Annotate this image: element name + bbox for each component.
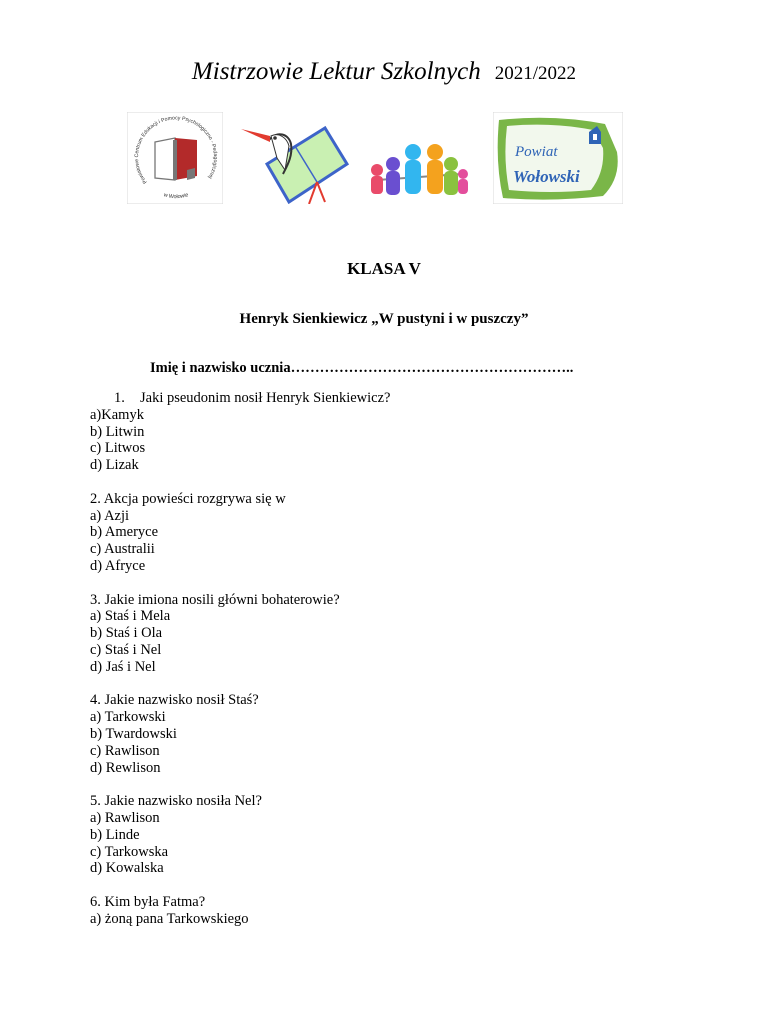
question-text: 4. Jakie nazwisko nosił Staś? (90, 692, 259, 709)
stork-book-logo (237, 112, 349, 204)
powiat-line1: Powiat (515, 144, 558, 160)
question-label: Jaki pseudonim nosił Henryk Sienkiewicz? (140, 390, 391, 406)
question-6 (90, 894, 710, 928)
document-title: Mistrzowie Lektur Szkolnych (191, 58, 481, 85)
answer-option: d) Kowalska (90, 860, 164, 877)
answer-option: b) Litwin (90, 423, 145, 440)
question-4 (90, 692, 710, 776)
question-2 (90, 491, 710, 575)
answer-option: a)Kamyk (90, 406, 144, 423)
answer-option: a) Rawlison (90, 809, 160, 826)
answer-option: a) Staś i Mela (90, 608, 171, 625)
answer-option: d) Afryce (90, 557, 146, 574)
powiat-logo (493, 112, 623, 204)
book-title: Henryk Sienkiewicz „W pustyni i w puszczy” (239, 311, 529, 327)
answer-option: c) Litwos (90, 440, 146, 457)
school-year: 2021/2022 (494, 63, 577, 84)
answer-option: d) Jaś i Nel (90, 658, 156, 675)
logos-row (127, 112, 623, 204)
answer-option: b) Ameryce (90, 524, 159, 541)
class-heading: KLASA V (347, 259, 421, 278)
question-text: 6. Kim była Fatma? (90, 893, 206, 910)
question-3 (90, 592, 710, 676)
document-header (0, 58, 768, 86)
answer-option: c) Rawlison (90, 742, 160, 759)
question-5 (90, 793, 710, 877)
children-logo (363, 112, 473, 204)
question-text: 2. Akcja powieści rozgrywa się w (90, 490, 286, 507)
answer-option: a) Tarkowski (90, 709, 166, 726)
question-text: 5. Jakie nazwisko nosiła Nel? (90, 793, 262, 810)
answer-option: b) Linde (90, 826, 140, 843)
answer-option: b) Twardowski (90, 725, 177, 742)
question-text (90, 390, 710, 407)
answer-option: a) żoną pana Tarkowskiego (90, 910, 249, 927)
answer-option: d) Lizak (90, 457, 139, 474)
question-1 (90, 390, 710, 474)
answer-option: a) Azji (90, 507, 130, 524)
answer-option: c) Australii (90, 541, 155, 558)
answer-option: d) Rewlison (90, 759, 161, 776)
powiat-line2: Wołowski (513, 167, 580, 186)
answer-option: c) Staś i Nel (90, 641, 162, 658)
pcedu-bottom-text: w Wołowie (162, 192, 190, 201)
pcedu-ring-text: Powiatowe Centrum Edukacji i Pomocy Psychologiczno - Pedagogicznej (133, 115, 219, 185)
answer-option: b) Staś i Ola (90, 625, 163, 642)
pcedu-logo (127, 112, 223, 204)
question-number: 1. (114, 390, 125, 406)
quiz-questions (90, 390, 710, 944)
answer-option: c) Tarkowska (90, 843, 169, 860)
question-text: 3. Jakie imiona nosili główni bohaterowie? (90, 591, 340, 608)
student-name-field: Imię i nazwisko ucznia………………………………………………….. (150, 360, 574, 376)
